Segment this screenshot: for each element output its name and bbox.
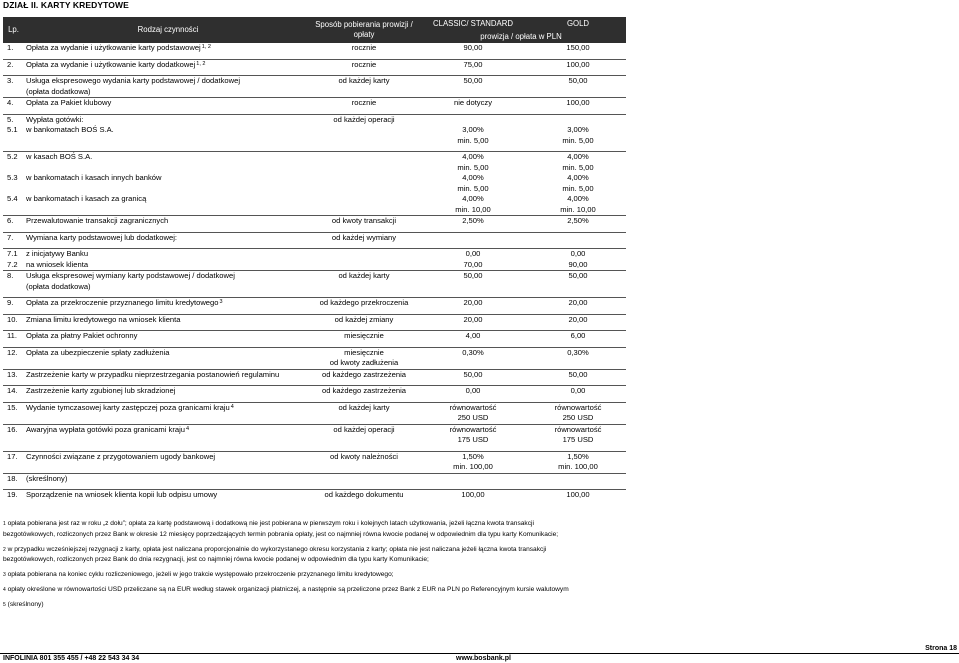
table-row xyxy=(3,114,626,125)
row-classic xyxy=(416,114,530,125)
row-lp: 12. xyxy=(3,347,24,369)
row-name: Zmiana limitu kredytowego na wniosek klienta xyxy=(24,314,312,325)
row-name: Zastrzeżenie karty w przypadku nieprzestrzegania postanowień regulaminu xyxy=(24,369,312,380)
row-mode: od każdej operacji xyxy=(312,424,416,446)
row-gold-min: min. 5,00 xyxy=(562,135,594,145)
row-classic: 90,00 xyxy=(463,43,483,52)
row-name: Wypłata gotówki: xyxy=(24,114,312,125)
row-lp: 15. xyxy=(3,402,24,424)
row-gold: 4,00% min. 5,00 xyxy=(530,152,626,174)
footnote xyxy=(3,570,958,581)
row-gold: 4,00% min. 5,00 xyxy=(562,173,594,193)
row-lp: 9. xyxy=(3,298,24,309)
row-gold: 1,50% min. 100,00 xyxy=(530,451,626,473)
footnote-ref: 3 xyxy=(219,299,223,305)
row-gold: 100,00 xyxy=(530,490,626,501)
row-classic-min: min. 5,00 xyxy=(457,162,489,172)
header-gold: GOLD xyxy=(530,17,626,30)
footnote xyxy=(3,545,958,567)
table-row xyxy=(3,314,626,325)
footnote-text-cont: bezgotówkowych, rozliczonych przez Bank do dnia rezygnacji, jest co najmniej równa kwocie podanej w odpowiednim dla typu karty Komunikacie; xyxy=(3,556,429,564)
row-gold-min: min. 100,00 xyxy=(558,462,598,471)
row-gold: 150,00 xyxy=(566,43,590,52)
row-gold: 0,00 xyxy=(530,249,626,260)
row-name: Opłata za wydanie i użytkowanie karty dodatkowej$^{1, 2}$ xyxy=(24,59,312,70)
table-row xyxy=(3,473,626,484)
table-row xyxy=(3,490,626,501)
row-mode: od każdego zastrzeżenia xyxy=(312,386,416,397)
table-row xyxy=(3,260,626,271)
row-gold: 100,00 xyxy=(530,59,626,70)
header-sposob: Sposób pobierania prowizji / opłaty xyxy=(312,17,416,43)
row-gold: 2,50% xyxy=(530,216,626,227)
footnote-number: 4 xyxy=(3,586,6,593)
row-gold xyxy=(530,473,626,484)
row-lp: 1. xyxy=(7,43,14,52)
row-gold: 20,00 xyxy=(530,314,626,325)
table-row xyxy=(3,331,626,342)
table-row xyxy=(3,232,626,243)
table-row xyxy=(3,59,626,70)
table-row xyxy=(3,402,626,424)
row-classic: 50,00 xyxy=(416,369,530,380)
table-row xyxy=(3,173,626,194)
row-mode: od każdej karty xyxy=(312,271,416,293)
footnote-number: 2 xyxy=(3,546,6,553)
row-mode: rocznie xyxy=(351,43,377,52)
row-mode: rocznie xyxy=(312,59,416,70)
row-name: na wniosek klienta xyxy=(26,259,89,269)
row-gold-min: 175 USD xyxy=(562,435,594,444)
row-name: Opłata za ubezpieczenie spłaty zadłużenia xyxy=(24,347,312,369)
row-mode: miesięcznie od kwoty zadłużenia xyxy=(312,347,416,369)
row-gold: 50,00 xyxy=(530,369,626,380)
row-lp: 17. xyxy=(3,451,24,473)
row-classic: 4,00% min. 5,00 xyxy=(457,173,489,193)
table-row xyxy=(3,125,626,146)
row-classic-min: 250 USD xyxy=(457,413,489,422)
row-classic: 0,00 xyxy=(416,249,530,260)
row-mode xyxy=(312,152,416,174)
row-mode: od każdej wymiany xyxy=(312,232,416,243)
row-classic-min: min. 10,00 xyxy=(455,204,491,214)
row-gold: 90,00 xyxy=(568,259,588,269)
row-classic: równowartość 175 USD xyxy=(416,424,530,446)
table-row xyxy=(3,298,626,309)
row-classic-min: min. 5,00 xyxy=(457,183,489,193)
row-gold: 0,00 xyxy=(530,386,626,397)
footnote-number: 5 xyxy=(3,601,6,608)
row-gold: równowartość 250 USD xyxy=(530,402,626,424)
row-lp: 14. xyxy=(3,386,24,397)
row-lp: 7. xyxy=(3,232,24,243)
table-row xyxy=(3,152,626,174)
row-mode: rocznie xyxy=(312,98,416,109)
row-lp: 2. xyxy=(3,59,24,70)
row-gold-min: min. 10,00 xyxy=(560,204,596,214)
table-row xyxy=(3,98,626,109)
page-number: Strona 18 xyxy=(925,645,957,652)
table-row xyxy=(3,386,626,397)
row-classic: 1,50% min. 100,00 xyxy=(416,451,530,473)
row-name: Czynności związane z przygotowaniem ugody bankowej xyxy=(24,451,312,473)
row-name: Opłata za Pakiet klubowy xyxy=(24,98,312,109)
header-lp: Lp. xyxy=(3,17,24,43)
row-lp: 7.2 xyxy=(7,259,18,269)
row-lp: 4. xyxy=(3,98,24,109)
row-gold: 50,00 xyxy=(530,76,626,98)
table-row xyxy=(3,194,626,216)
header-sub: prowizja / opłata w PLN xyxy=(416,30,626,43)
row-name-cont: (opłata dodatkowa) xyxy=(26,281,91,291)
table-row xyxy=(3,76,626,98)
row-mode: od każdego dokumentu xyxy=(312,490,416,501)
footnote-text: (skreślnony) xyxy=(7,600,44,608)
footnote-text: opłata pobierana na koniec cyklu rozliczeniowego, jeżeli w jego trakcie występowało przekroczenie przyznanego limitu kredytowego; xyxy=(7,571,394,579)
footer-website: www.bosbank.pl xyxy=(456,655,511,662)
row-classic: 0,00 xyxy=(416,386,530,397)
row-mode: od każdej karty xyxy=(312,402,416,424)
row-lp: 5.4 xyxy=(7,194,18,203)
row-classic: równowartość 250 USD xyxy=(416,402,530,424)
footnote-text: opłata pobierana jest raz w roku „z dołu”; opłata za kartę podstawową i dodatkową nie jest pobierana w pierwszym roku i kolejnych latach użytkowania, jeżeli łączna kwota transakcji xyxy=(7,520,534,527)
row-classic: 20,00 xyxy=(416,314,530,325)
row-gold-min: 250 USD xyxy=(562,413,594,422)
table-row xyxy=(3,43,626,54)
row-mode: od każdej zmiany xyxy=(312,314,416,325)
footnote-number: 3 xyxy=(3,572,6,579)
footnote-text: w przypadku wcześniejszej rezygnacji z karty, opłata jest naliczana proporcjonalnie do wykorzystanego okresu korzystania z karty; opłata nie jest naliczana jeżeli łączna kwota transakcji xyxy=(7,545,547,553)
row-lp: 5.2 xyxy=(3,152,24,174)
row-gold: 20,00 xyxy=(530,298,626,309)
row-gold: 0,30% xyxy=(530,347,626,369)
row-mode: od kwoty transakcji xyxy=(312,216,416,227)
table-header-row xyxy=(3,17,626,30)
row-classic: 0,30% xyxy=(416,347,530,369)
row-mode: od każdego zastrzeżenia xyxy=(312,369,416,380)
table-row xyxy=(3,451,626,473)
row-classic: 4,00 xyxy=(416,331,530,342)
table-row xyxy=(3,271,626,293)
row-mode: od każdego przekroczenia xyxy=(312,298,416,309)
row-gold: równowartość 175 USD xyxy=(530,424,626,446)
table-row xyxy=(3,249,626,260)
row-mode xyxy=(312,260,416,271)
row-classic: 3,00% min. 5,00 xyxy=(457,125,489,145)
row-name: Przewalutowanie transakcji zagranicznych xyxy=(24,216,312,227)
footnote-text: opłaty określone w równowartości USD przeliczane są na EUR według stawek organizacji płatniczej, a następnie są przeliczone przez Bank z EUR na PLN po Referencyjnym kursie walutowym xyxy=(7,585,569,593)
row-classic-min: 175 USD xyxy=(457,435,489,444)
row-gold-min: min. 5,00 xyxy=(562,183,594,193)
footnote-ref: 1, 2 xyxy=(201,44,211,50)
row-classic xyxy=(416,232,530,243)
row-mode: miesięcznie xyxy=(312,331,416,342)
row-classic: 50,00 xyxy=(416,76,530,98)
row-mode: od kwoty należności xyxy=(312,451,416,473)
footnote-ref: 4 xyxy=(230,403,234,410)
row-name: Opłata za wydanie i użytkowanie karty podstawowej$^{1, 2}$ xyxy=(26,43,211,52)
row-mode: od każdej operacji xyxy=(312,114,416,125)
row-classic: 50,00 xyxy=(416,271,530,293)
row-lp: 19. xyxy=(3,490,24,501)
row-gold xyxy=(530,232,626,243)
row-gold-min: min. 5,00 xyxy=(562,162,594,172)
row-name: Opłata za przekroczenie przyznanego limitu kredytowego$^3$ xyxy=(24,298,312,309)
row-name: Wymiana karty podstawowej lub dodatkowej: xyxy=(24,232,312,243)
row-classic xyxy=(416,473,530,484)
row-classic-min: min. 5,00 xyxy=(457,135,489,145)
footnote-ref: 4 xyxy=(185,425,190,432)
row-name: Usługa ekspresowej wymiany karty podstawowej / dodatkowej (opłata dodatkowa) xyxy=(24,271,312,293)
row-name: Wydanie tymczasowej karty zastępczej poza granicami kraju$^4$ xyxy=(24,402,312,424)
row-classic: 4,00% min. 5,00 xyxy=(416,152,530,174)
row-lp: 13. xyxy=(3,369,24,380)
row-name: Usługa ekspresowego wydania karty podstawowej / dodatkowej (opłata dodatkowa) xyxy=(24,76,312,98)
footnote-text-cont: bezgotówkowych, rozliczonych przez Bank w okresie 12 miesięcy poprzedzających termin pobrania opłaty, jest co najmniej równa kwocie podanej w odpowiednim dla typu karty Komunikacie; xyxy=(3,530,559,538)
section-title: DZIAŁ II. KARTY KREDYTOWE xyxy=(3,0,129,10)
row-classic: 20,00 xyxy=(416,298,530,309)
row-gold: 3,00% min. 5,00 xyxy=(562,125,594,145)
footnote xyxy=(3,519,958,541)
table-row xyxy=(3,424,626,446)
footnote xyxy=(3,585,958,596)
header-classic: CLASSIC/ STANDARD xyxy=(416,17,530,30)
table-row xyxy=(3,347,626,369)
row-gold: 100,00 xyxy=(530,98,626,109)
row-name-cont: (opłata dodatkowa) xyxy=(26,86,91,96)
row-lp: 18. xyxy=(3,473,24,484)
row-classic: 2,50% xyxy=(416,216,530,227)
row-mode xyxy=(312,194,416,216)
row-name: Awaryjna wypłata gotówki poza granicami kraju$^4$ xyxy=(24,424,312,446)
row-lp: 8. xyxy=(3,271,24,293)
row-name: (skreślnony) xyxy=(24,473,312,484)
row-classic-min: min. 100,00 xyxy=(453,462,493,471)
row-classic: 100,00 xyxy=(416,490,530,501)
row-name: z inicjatywy Banku xyxy=(24,249,312,260)
row-gold: 50,00 xyxy=(530,271,626,293)
row-classic: nie dotyczy xyxy=(416,98,530,109)
row-name: Zastrzeżenie karty zgubionej lub skradzionej xyxy=(24,386,312,397)
row-mode: od każdej karty xyxy=(312,76,416,98)
row-gold: 4,00% min. 10,00 xyxy=(560,194,596,214)
footnote-number: 1 xyxy=(3,521,6,527)
header-rodzaj: Rodzaj czynności xyxy=(24,17,312,43)
row-gold xyxy=(530,114,626,125)
fees-table xyxy=(3,17,626,501)
row-mode xyxy=(312,473,416,484)
row-classic: 70,00 xyxy=(463,259,483,269)
row-mode xyxy=(312,249,416,260)
footer-hotline: INFOLINIA 801 355 455 / +48 22 543 34 34 xyxy=(3,655,140,662)
table-row xyxy=(3,216,626,227)
row-gold: 6,00 xyxy=(530,331,626,342)
row-lp: 5.1 xyxy=(7,125,18,134)
footnote xyxy=(3,600,958,611)
row-name: Sporządzenie na wniosek klienta kopii lub odpisu umowy xyxy=(24,490,312,501)
row-lp: 5.3 xyxy=(7,173,18,182)
row-lp: 16. xyxy=(3,424,24,446)
row-lp: 7.1 xyxy=(3,249,24,260)
row-classic: 75,00 xyxy=(416,59,530,70)
row-lp: 6. xyxy=(3,216,24,227)
row-lp: 11. xyxy=(3,331,24,342)
row-mode-cont: od kwoty zadłużenia xyxy=(329,358,399,367)
footnotes xyxy=(3,519,958,615)
row-classic: 4,00% min. 10,00 xyxy=(455,194,491,214)
row-name: w kasach BOŚ S.A. xyxy=(24,152,312,174)
row-name: Opłata za płatny Pakiet ochronny xyxy=(24,331,312,342)
row-lp: 3. xyxy=(3,76,24,98)
row-lp: 10. xyxy=(3,314,24,325)
footer-divider xyxy=(0,653,959,654)
footnote-ref: 1, 2 xyxy=(196,60,206,67)
row-mode xyxy=(312,125,416,146)
row-lp: 5. xyxy=(3,114,24,125)
table-row xyxy=(3,369,626,380)
row-name: w bankomatach BOŚ S.A. xyxy=(26,125,114,134)
row-mode xyxy=(312,173,416,194)
row-name: w bankomatach i kasach innych banków xyxy=(26,173,162,182)
row-name: w bankomatach i kasach za granicą xyxy=(26,194,147,203)
